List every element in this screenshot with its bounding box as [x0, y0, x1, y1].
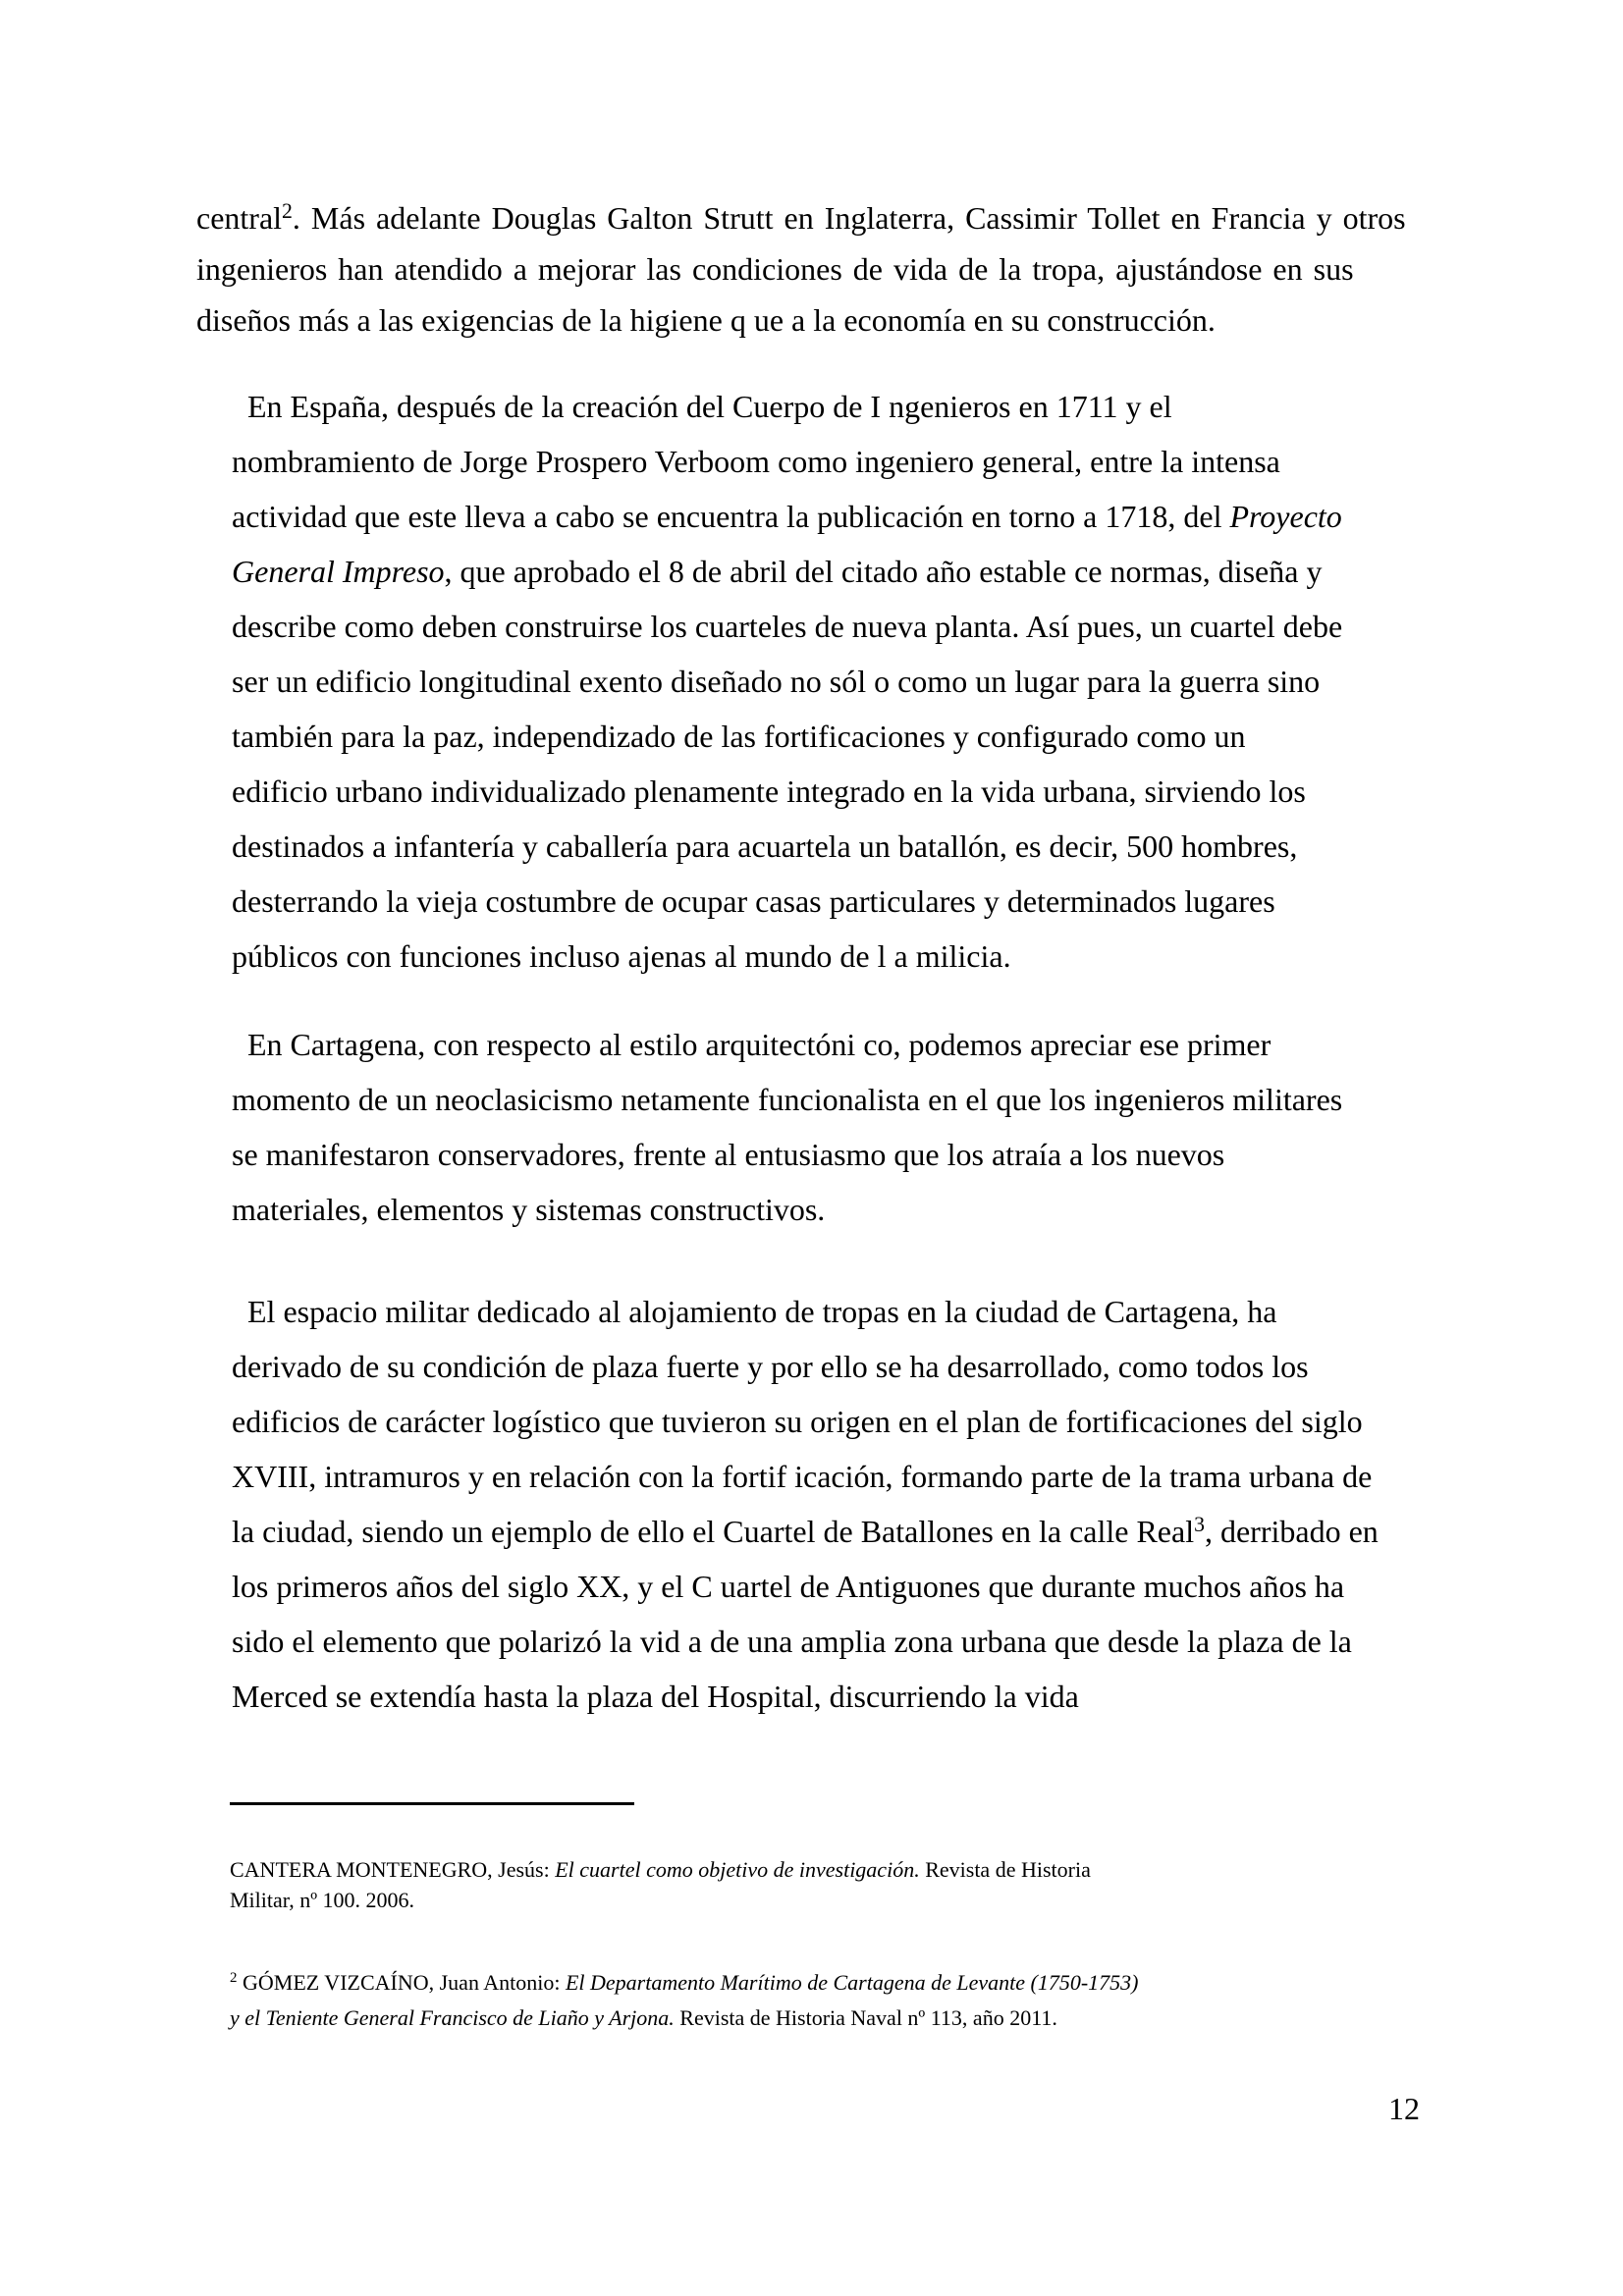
text-line: diseños más a las exigencias de la higiene q ue a la economía en su construcción.	[196, 302, 1216, 338]
text-line: destinados a infantería y caballería para acuartela un batallón, es decir, 500 hombres,	[232, 828, 1298, 864]
text-line: describe como deben construirse los cuarteles de nueva planta. Así pues, un cuartel debe	[232, 609, 1343, 644]
italic-segment: Proyecto	[1229, 499, 1342, 534]
text-line: ingenieros han atendido a mejorar las condiciones de vida de la tropa, ajustándose en sus	[196, 251, 1354, 287]
italic-segment: General Impreso	[232, 554, 445, 589]
footnote-marker: 2	[230, 1970, 238, 1987]
text-line: En Cartagena, con respecto al estilo arquitectóni co, podemos apreciar ese primer	[247, 1027, 1271, 1062]
footnote-reference: 2	[282, 198, 293, 223]
text-line: se manifestaron conservadores, frente al entusiasmo que los atraía a los nuevos	[232, 1137, 1225, 1172]
text-segment: , que aprobado el 8 de abril del citado año estable ce normas, diseña y	[444, 554, 1323, 589]
footnote-reference: 3	[1194, 1512, 1205, 1536]
text-line: XVIII, intramuros y en relación con la fortif icación, formando parte de la trama urbana de	[232, 1459, 1373, 1494]
body-paragraph	[232, 1017, 1342, 1237]
text-line: edificio urbano individualizado plenamente integrado en la vida urbana, sirviendo los	[232, 774, 1306, 809]
italic-segment: El Departamento Marítimo de Cartagena de Levante (1750-1753)	[565, 1970, 1139, 1995]
text-line: públicos con funciones incluso ajenas al mundo de l a milicia.	[232, 938, 1011, 974]
text-line: nombramiento de Jorge Prospero Verboom como ingeniero general, entre la intensa	[232, 444, 1280, 479]
text-line: los primeros años del siglo XX, y el C uartel de Antiguones que durante muchos años ha	[232, 1569, 1345, 1604]
text-segment: actividad que este lleva a cabo se encuentra la publicación en torno a 1718, del	[232, 499, 1230, 534]
text-segment: CANTERA MONTENEGRO, Jesús:	[230, 1857, 556, 1882]
italic-segment: El cuartel como objetivo de investigación.	[555, 1857, 920, 1882]
text-line	[232, 489, 1342, 544]
text-segment: Revista de Historia Naval nº 113, año 2011.	[674, 2005, 1057, 2030]
text-line	[232, 1504, 1379, 1559]
text-segment: . Más adelante Douglas Galton Strutt en Inglaterra, Cassimir Tollet en Francia y otros	[292, 200, 1406, 236]
text-line: Merced se extendía hasta la plaza del Hospital, discurriendo la vida	[232, 1679, 1079, 1714]
text-segment: central	[196, 200, 283, 236]
page-number: 12	[1388, 2091, 1420, 2126]
text-line: desterrando la vieja costumbre de ocupar casas particulares y determinados lugares	[232, 883, 1275, 919]
body-paragraph	[232, 1284, 1379, 1724]
text-line	[232, 544, 1342, 599]
text-line: edificios de carácter logístico que tuvieron su origen en el plan de fortificaciones del siglo	[232, 1404, 1363, 1439]
text-line: momento de un neoclasicismo netamente funcionalista en el que los ingenieros militares	[232, 1082, 1343, 1117]
text-segment: , derribado en	[1204, 1514, 1379, 1549]
body-paragraph	[196, 192, 1432, 346]
footnote	[230, 1854, 1091, 1915]
footnote	[230, 1965, 1138, 2036]
footnote-separator	[230, 1802, 634, 1805]
text-segment: Revista de Historia	[919, 1857, 1091, 1882]
text-segment: GÓMEZ VIZCAÍNO, Juan Antonio:	[237, 1970, 566, 1995]
text-segment: la ciudad, siendo un ejemplo de ello el Cuartel de Batallones en la calle Real	[232, 1514, 1195, 1549]
text-line	[196, 192, 1432, 243]
text-line: En España, después de la creación del Cuerpo de I ngenieros en 1711 y el	[247, 389, 1172, 424]
text-line: Militar, nº 100. 2006.	[230, 1888, 415, 1912]
text-line: sido el elemento que polarizó la vid a de una amplia zona urbana que desde la plaza de la	[232, 1624, 1352, 1659]
text-line: materiales, elementos y sistemas constructivos.	[232, 1192, 826, 1227]
text-line: El espacio militar dedicado al alojamiento de tropas en la ciudad de Cartagena, ha	[247, 1294, 1277, 1329]
text-line	[230, 1854, 1091, 1885]
text-line: derivado de su condición de plaza fuerte y por ello se ha desarrollado, como todos los	[232, 1349, 1309, 1384]
text-line: ser un edificio longitudinal exento diseñado no sól o como un lugar para la guerra sino	[232, 664, 1321, 699]
italic-segment: y el Teniente General Francisco de Liaño y Arjona.	[230, 2005, 675, 2030]
text-line	[230, 2001, 1138, 2036]
text-line	[230, 1965, 1138, 2001]
body-paragraph	[232, 379, 1342, 984]
text-line: también para la paz, independizado de las fortificaciones y configurado como un	[232, 719, 1246, 754]
